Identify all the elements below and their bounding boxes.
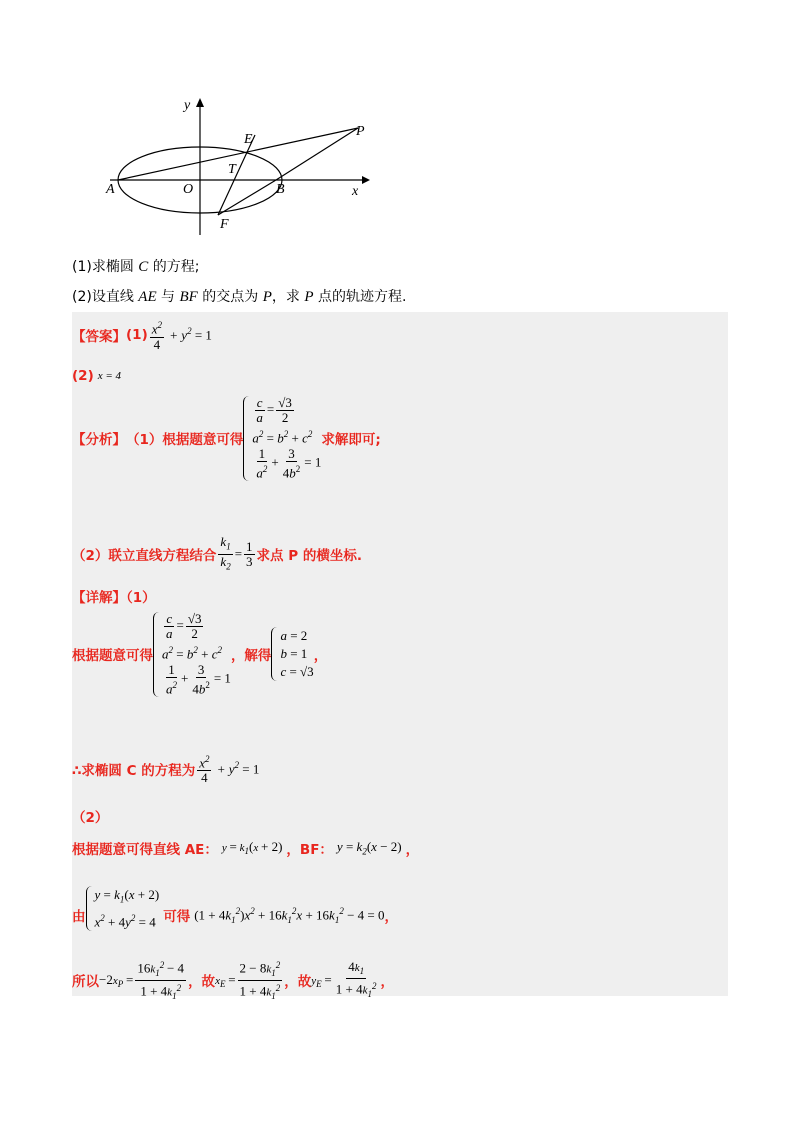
detail-line1-prefix: 根据题意可得 bbox=[72, 648, 153, 665]
detail-line-2: ∴求椭圆 C 的方程为 $\frac{x^2}{4}$ + $y^2 = 1$ bbox=[72, 754, 260, 786]
answer-p2: (2) bbox=[72, 368, 94, 384]
label-o: O bbox=[183, 182, 194, 197]
detail-equation-system: $\frac{c}{a}$ = $\frac{√3}{2}$ $a^2 = b^2 + c^2$ $\frac{1}{a^2}$ + $\frac{3}{4b^2}$ = 1 bbox=[153, 612, 231, 697]
line-bp bbox=[276, 128, 358, 180]
q2-suffix: 点的轨迹方程. bbox=[313, 289, 407, 305]
detail-tag: 【详解】 bbox=[72, 590, 126, 606]
answer-tag: 【答案】 bbox=[72, 329, 126, 345]
q2-mid2: 的交点为 bbox=[197, 289, 263, 305]
q1-var: C bbox=[138, 259, 149, 275]
detail-line2-prefix: ∴求椭圆 C 的方程为 bbox=[72, 762, 196, 779]
analysis-tag: 【分析】 bbox=[72, 432, 126, 449]
label-e: E bbox=[244, 132, 253, 147]
detail-p2: （2） bbox=[72, 810, 109, 826]
q2-bf: BF bbox=[179, 289, 198, 305]
detail-line5-mid2: ，故 bbox=[284, 974, 312, 991]
detail-line4-suffix: ， bbox=[384, 909, 398, 926]
q1-text: (1)求椭圆 bbox=[72, 259, 139, 275]
ellipse-figure bbox=[100, 95, 380, 240]
answer-line-1: 【答案】 (1) $\frac{x^2}{4}$ + $y^2 = 1$ bbox=[72, 320, 212, 352]
detail-solution-system: a = 2 b = 1 c = √3 bbox=[271, 627, 313, 681]
detail-line3-mid: ，BF： bbox=[286, 842, 333, 858]
analysis-equation-system: $\frac{c}{a}$ = $\frac{√3}{2}$ $a^2 = b^2 + c^2$ $\frac{1}{a^2}$ + $\frac{3}{4b^2}$ = 1 bbox=[243, 396, 321, 481]
label-y: y bbox=[184, 98, 191, 113]
detail-line3-suffix: ， bbox=[405, 842, 420, 858]
analysis-line-1 bbox=[72, 396, 381, 481]
label-t: T bbox=[228, 162, 236, 177]
detail-header bbox=[72, 586, 156, 606]
answer-2-value: x = 4 bbox=[97, 370, 122, 382]
label-f: F bbox=[220, 217, 229, 232]
analysis-p2-suffix: 求点 P 的横坐标. bbox=[256, 548, 362, 565]
answer-line-2 bbox=[72, 368, 121, 384]
q2-mid3: ，求 bbox=[271, 289, 305, 305]
frac-one-third: $\frac{1}{3}$ bbox=[246, 538, 253, 569]
x-axis-arrow bbox=[362, 176, 370, 184]
label-x: x bbox=[352, 184, 359, 199]
q2-p2: P bbox=[304, 289, 314, 305]
detail-line3-prefix: 根据题意可得直线 AE： bbox=[72, 842, 218, 858]
detail-line4-prefix: 由 bbox=[72, 909, 86, 926]
detail-line5-mid1: ，故 bbox=[188, 974, 216, 991]
line-ef bbox=[218, 135, 255, 215]
analysis-line-2: （2）联立直线方程结合 $\frac{k_1}{k_2}$ = $\frac{1}{3}$ 求点 P 的横坐标. bbox=[72, 534, 362, 572]
frac-k1-k2: $\frac{k_1}{k_2}$ bbox=[220, 534, 231, 572]
q1-suffix: 的方程; bbox=[148, 259, 200, 275]
detail-line-5: 所以 $-2x_P$ = $\frac{16k_1^2 - 4}{1 + 4k_1^2}$ ，故 $x_E$ = $\frac{2 - 8k_1^2}{1 + 4k_1^2}$ ，故 $y_E$ = $\frac{4k_1}{1 + 4k_1^2}$ ， bbox=[72, 958, 394, 1001]
q2-mid1: 与 bbox=[156, 289, 180, 305]
y-axis-arrow bbox=[196, 98, 204, 107]
frac-x2-over-4: $\frac{x^2}{4}$ bbox=[151, 320, 163, 352]
analysis-p2-prefix: （2）联立直线方程结合 bbox=[72, 548, 217, 565]
analysis-p1-prefix: （1）根据题意可得 bbox=[126, 432, 244, 449]
detail-line-3: 根据题意可得直线 AE： $y = k_1(x + 2)$ ，BF： $y = k_2(x - 2)$ ， bbox=[72, 839, 420, 858]
detail-p1: （1） bbox=[126, 590, 156, 606]
detail-line1-suffix: ， bbox=[313, 648, 328, 665]
detail-line5-prefix: 所以 bbox=[72, 974, 99, 991]
detail-line5-suffix: ， bbox=[380, 974, 394, 991]
label-b: B bbox=[276, 182, 285, 197]
q2-text: (2)设直线 bbox=[72, 289, 139, 305]
q2-ae: AE bbox=[138, 289, 157, 305]
question-2 bbox=[72, 286, 406, 306]
q2-p1: P bbox=[262, 289, 272, 305]
analysis-p1-suffix: 求解即可; bbox=[321, 432, 381, 449]
label-a: A bbox=[106, 182, 115, 197]
detail-line4-mid: 可得 bbox=[163, 909, 191, 926]
question-1 bbox=[72, 256, 199, 276]
detail-line1-mid: ，解得 bbox=[230, 648, 272, 665]
detail-line-1 bbox=[72, 612, 327, 697]
label-p: P bbox=[356, 124, 365, 139]
detail-line-4: 由 $y = k_1(x + 2)$ $x^2 + 4y^2 = 4$ 可得 $(1 + 4k_1^2)x^2 + 16k_1^2x + 16k_1^2 - 4 = 0$ ， bbox=[72, 887, 398, 929]
answer-p1: (1) bbox=[126, 327, 148, 343]
